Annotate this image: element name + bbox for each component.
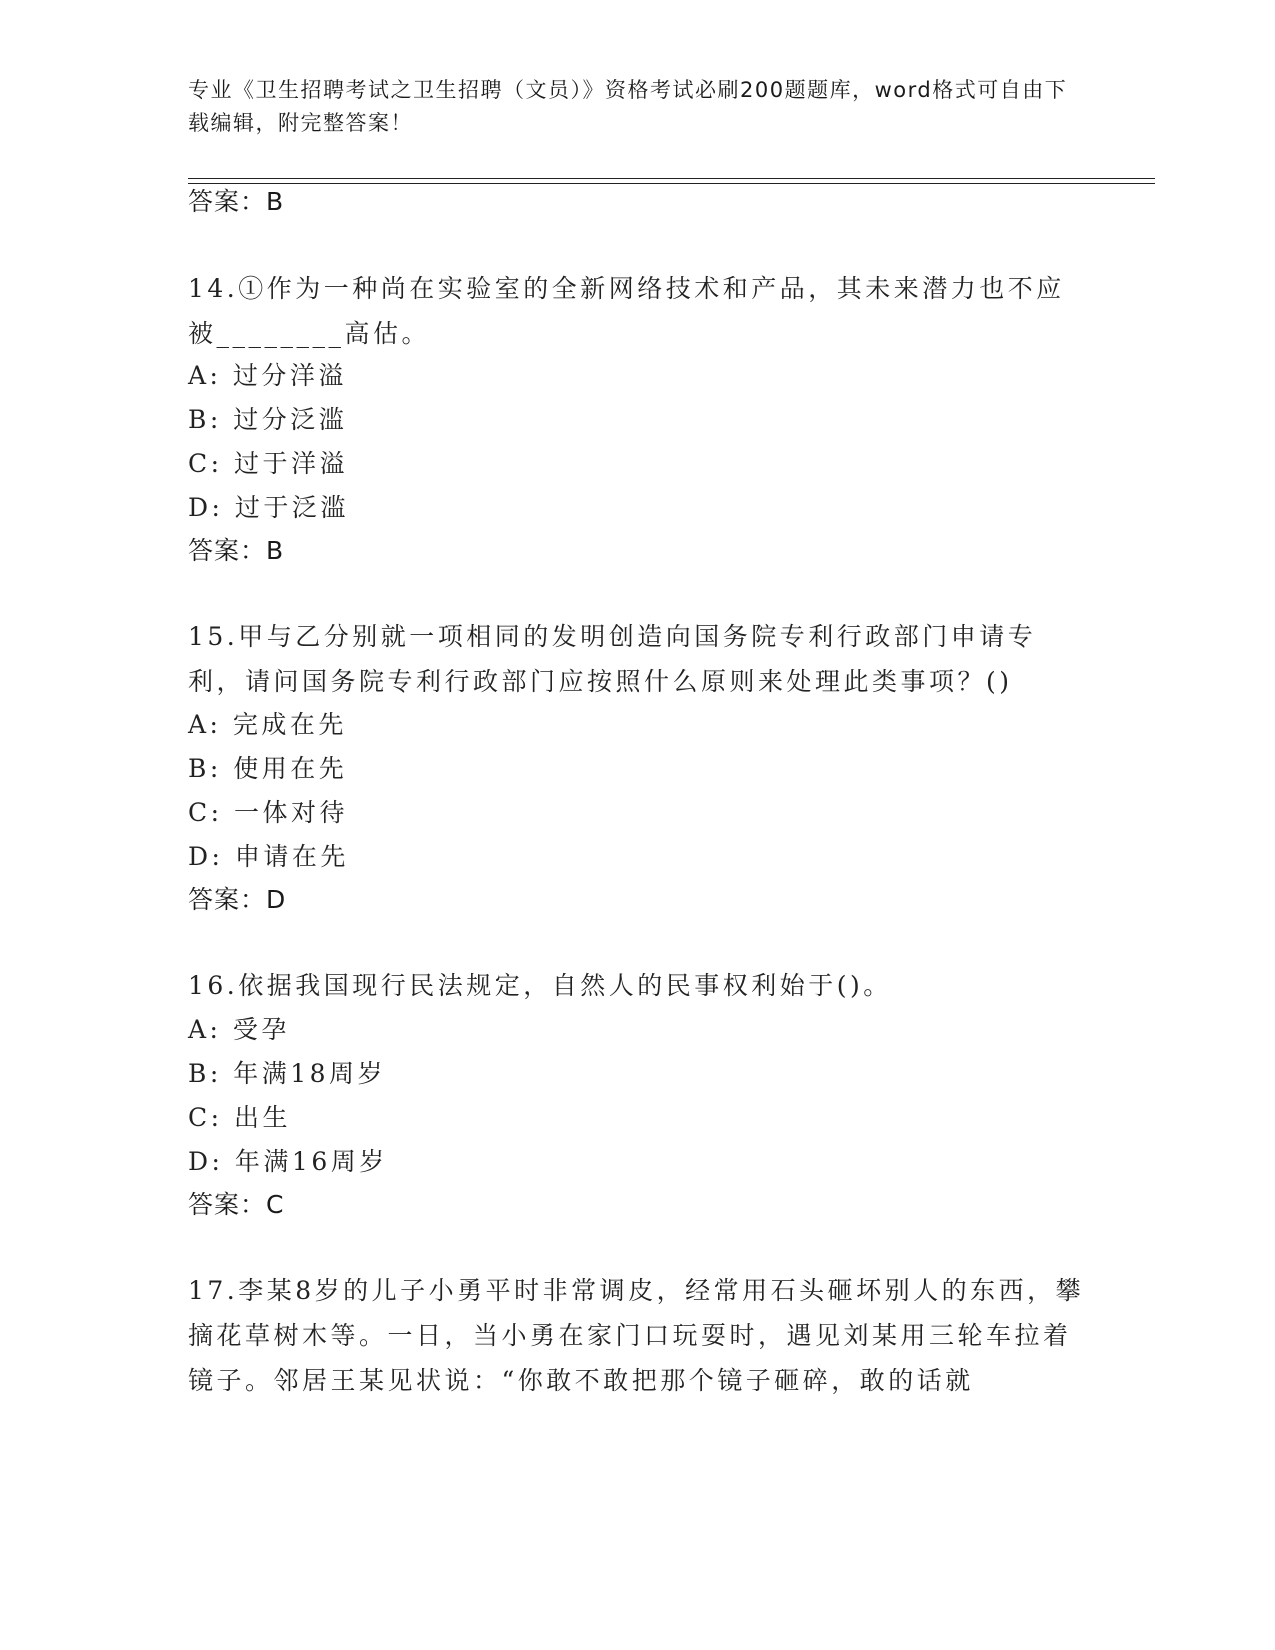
question-15-option-c: C: 一体对待 xyxy=(188,798,348,827)
question-14-option-c: C: 过于洋溢 xyxy=(188,449,348,478)
header-rule-top xyxy=(188,178,1155,179)
question-14-answer: 答案：B xyxy=(188,536,285,565)
question-14-option-d: D: 过于泛滥 xyxy=(188,493,349,522)
question-15-answer: 答案：D xyxy=(188,885,287,914)
question-16-option-d: D: 年满16周岁 xyxy=(188,1147,388,1176)
question-17-stem: 17.李某8岁的儿子小勇平时非常调皮，经常用石头砸坏别人的东西，攀摘花草树木等。一日，当小勇在家门口玩耍时，遇见刘某用三轮车拉着镜子。邻居王某见状说：“你敢不敢把那个镜子砸碎，敢的话就 xyxy=(188,1276,1085,1395)
question-14-option-b: B: 过分泛滥 xyxy=(188,405,348,434)
question-16-option-b: B: 年满18周岁 xyxy=(188,1059,387,1088)
question-16-option-a: A: 受孕 xyxy=(188,1015,290,1044)
answer-13: 答案：B xyxy=(188,187,285,216)
header-rule-bottom xyxy=(188,183,1155,184)
question-16-option-c: C: 出生 xyxy=(188,1103,291,1132)
question-15-option-a: A: 完成在先 xyxy=(188,710,347,739)
document-header: 专业《卫生招聘考试之卫生招聘（文员）》资格考试必刷200题题库，word格式可自由下载编辑，附完整答案！ xyxy=(188,78,1068,135)
question-16-stem: 16.依据我国现行民法规定，自然人的民事权利始于()。 xyxy=(188,971,892,1000)
question-16-answer: 答案：C xyxy=(188,1190,285,1219)
question-14-stem: 14.①作为一种尚在实验室的全新网络技术和产品，其未来潜力也不应被________高估。 xyxy=(188,274,1065,348)
question-14-option-a: A: 过分洋溢 xyxy=(188,361,347,390)
question-15-stem: 15.甲与乙分别就一项相同的发明创造向国务院专利行政部门申请专利，请问国务院专利行政部门应按照什么原则来处理此类事项？() xyxy=(188,622,1037,696)
question-15-option-d: D: 申请在先 xyxy=(188,842,349,871)
question-15-option-b: B: 使用在先 xyxy=(188,754,348,783)
